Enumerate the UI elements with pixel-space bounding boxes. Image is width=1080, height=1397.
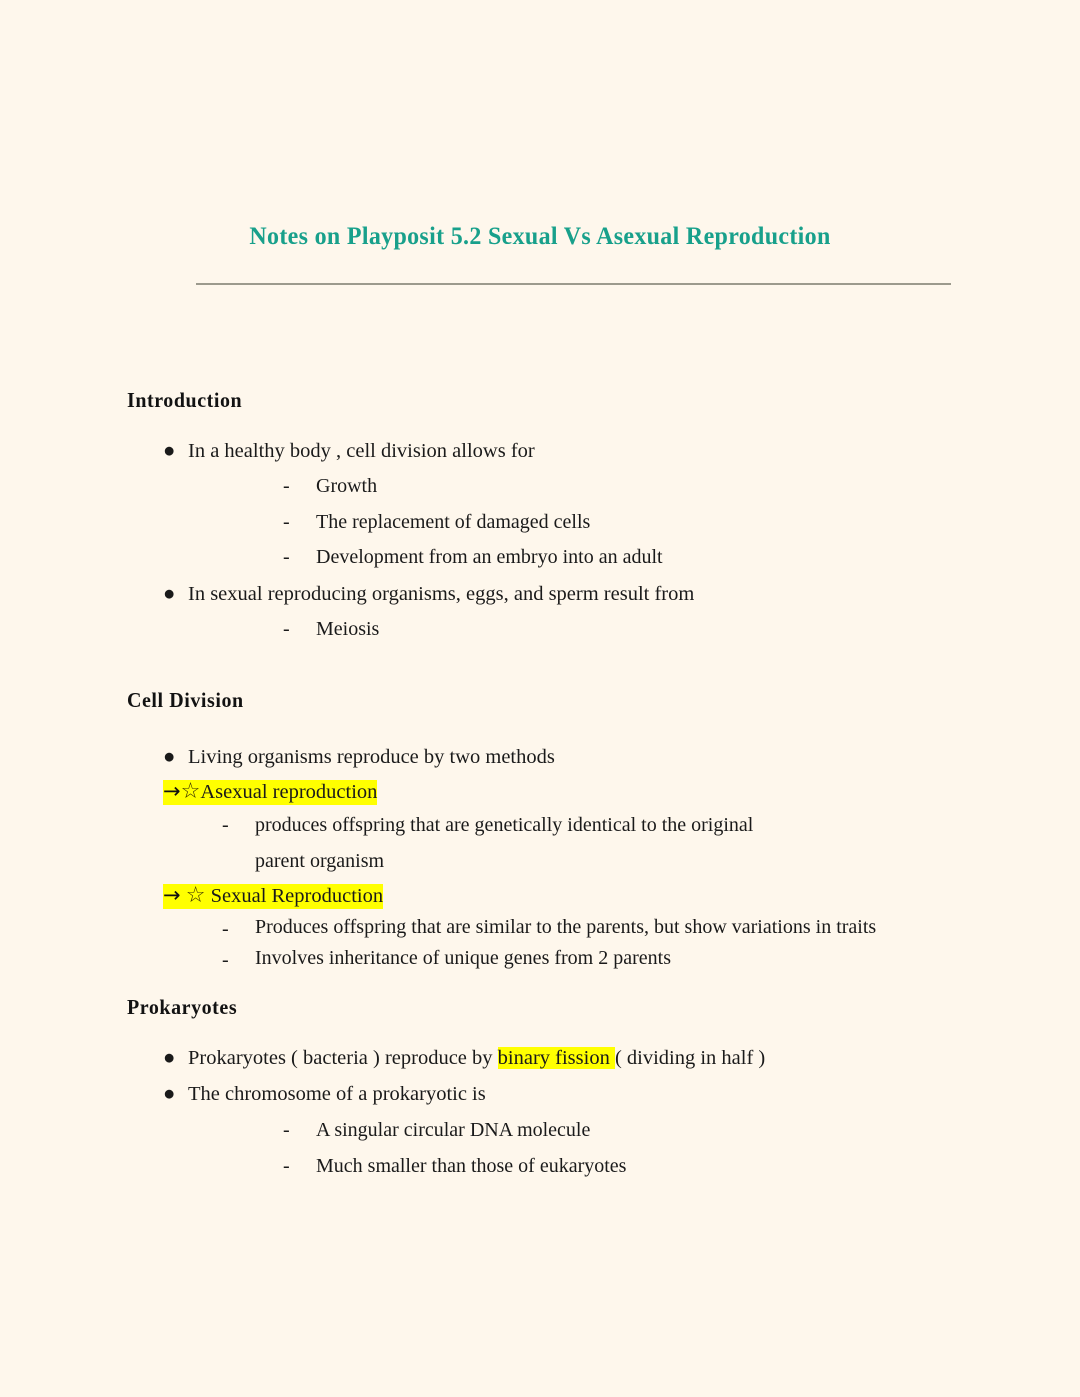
bullet-icon: ● bbox=[163, 745, 176, 768]
highlighted-term-binary-fission: binary fission bbox=[497, 1046, 615, 1069]
sub-list-item bbox=[127, 912, 967, 942]
sub-list-item-text-line-2: variations in traits bbox=[731, 916, 877, 939]
sub-list-item-text: The replacement of damaged cells bbox=[316, 510, 591, 533]
document-title-block bbox=[0, 222, 1080, 250]
sub-list-item-text: Development from an embryo into an adult bbox=[316, 546, 663, 569]
dash-icon: - bbox=[283, 1118, 290, 1141]
highlighted-term-sexual-reproduction bbox=[127, 879, 967, 912]
list-item bbox=[127, 1040, 967, 1076]
highlighted-term-label: Sexual Reproduction bbox=[210, 885, 384, 908]
arrow-right-icon: → bbox=[163, 883, 181, 908]
sub-list-item bbox=[188, 469, 967, 505]
sub-list-item bbox=[188, 612, 967, 648]
dash-icon: - bbox=[283, 510, 290, 533]
section-heading-prokaryotes: Prokaryotes bbox=[127, 995, 238, 1020]
sub-list bbox=[188, 612, 967, 648]
star-outline-icon: ☆ bbox=[180, 779, 201, 805]
sub-list-item bbox=[127, 808, 967, 879]
dash-icon: - bbox=[222, 918, 229, 941]
arrow-right-icon: → bbox=[163, 779, 181, 804]
sexual-sub-list bbox=[127, 912, 967, 973]
list-item-text-before: Prokaryotes ( bacteria ) reproduce by bbox=[188, 1046, 498, 1069]
dash-icon: - bbox=[283, 475, 290, 498]
document-body bbox=[127, 388, 967, 1184]
list-item bbox=[127, 739, 967, 775]
sub-list-item-text-line-1: Produces offspring that are similar to the parents, but show bbox=[255, 916, 727, 939]
star-outline-icon: ☆ bbox=[185, 883, 206, 909]
list-item-text: In sexual reproducing organisms, eggs, and sperm result from bbox=[188, 582, 695, 605]
bullet-icon: ● bbox=[163, 439, 176, 462]
list-item-text: The chromosome of a prokaryotic is bbox=[188, 1083, 486, 1106]
highlighted-term-asexual-reproduction bbox=[127, 775, 967, 808]
sub-list-item bbox=[188, 540, 967, 576]
spacer bbox=[127, 648, 967, 688]
asexual-sub-list bbox=[127, 808, 967, 879]
sub-list bbox=[188, 1113, 967, 1184]
sub-list-item-text: Meiosis bbox=[316, 618, 380, 641]
sub-list-item-text: Much smaller than those of eukaryotes bbox=[316, 1154, 627, 1177]
section-heading-introduction: Introduction bbox=[127, 388, 243, 412]
sub-list bbox=[188, 469, 967, 576]
sub-list-item-text: Growth bbox=[316, 475, 378, 498]
sub-list-item-text-line-1: produces offspring that are genetically identical to the original bbox=[255, 814, 754, 837]
list-item-text: In a healthy body , cell division allows for bbox=[188, 439, 535, 462]
sub-list-item bbox=[188, 505, 967, 541]
highlighted-term-label: Asexual reproduction bbox=[200, 781, 378, 804]
spacer bbox=[127, 713, 967, 739]
bullet-icon: ● bbox=[163, 582, 176, 605]
page-title: Notes on Playposit 5.2 Sexual Vs Asexual Reproduction bbox=[249, 221, 831, 250]
section-heading-cell-division: Cell Division bbox=[127, 688, 244, 713]
list-item bbox=[127, 1076, 967, 1184]
dash-icon: - bbox=[283, 1154, 290, 1177]
sub-list-item bbox=[127, 943, 967, 973]
sub-list-item bbox=[188, 1113, 967, 1149]
dash-icon: - bbox=[283, 546, 290, 569]
bullet-icon: ● bbox=[163, 1083, 176, 1106]
bullet-icon: ● bbox=[163, 1046, 176, 1069]
dash-icon: - bbox=[222, 814, 229, 837]
dash-icon: - bbox=[222, 948, 229, 971]
sub-list-item-text: Involves inheritance of unique genes from 2 parents bbox=[255, 946, 671, 969]
list-item-text: Living organisms reproduce by two methods bbox=[188, 745, 555, 768]
spacer bbox=[127, 413, 967, 433]
list-item bbox=[127, 433, 967, 576]
sub-list-item-text: A singular circular DNA molecule bbox=[316, 1118, 591, 1141]
title-divider bbox=[196, 283, 951, 285]
spacer bbox=[127, 1020, 967, 1040]
dash-icon: - bbox=[283, 618, 290, 641]
list-item-text-after: ( dividing in half ) bbox=[614, 1046, 766, 1069]
highlight-background bbox=[163, 884, 383, 909]
spacer bbox=[127, 973, 967, 995]
introduction-bullet-list bbox=[127, 433, 967, 648]
list-item bbox=[127, 576, 967, 648]
sub-list-item-text-line-2: parent organism bbox=[255, 849, 385, 872]
sub-list-item bbox=[188, 1149, 967, 1185]
cell-division-bullet-list bbox=[127, 739, 967, 775]
highlight-background bbox=[163, 780, 377, 805]
prokaryotes-bullet-list bbox=[127, 1040, 967, 1184]
